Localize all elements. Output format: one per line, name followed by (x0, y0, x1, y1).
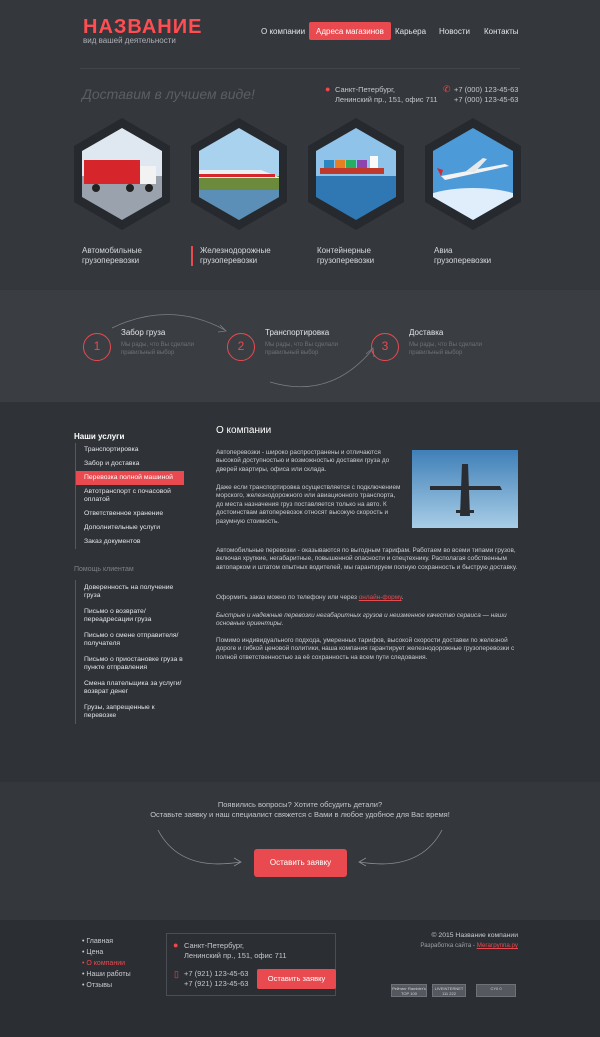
nav-item-career[interactable]: Карьера (395, 27, 427, 36)
sidebar-help-item-5[interactable]: Смена плательщика за услуги/возврат денег (84, 680, 182, 695)
sidebar-help-item-3[interactable]: Письмо о смене отправителя/получателя (84, 632, 179, 647)
service-label-rail-line2: грузоперевозки (200, 256, 258, 265)
footer-link-reviews-label: Отзывы (86, 982, 113, 989)
step-desc-2-line2: правильный выбор (265, 350, 319, 356)
step-circle-3: 3 (371, 333, 399, 361)
step-desc-1 (121, 341, 194, 357)
service-hex-train[interactable] (191, 118, 287, 230)
footer-address (184, 941, 287, 961)
nav-item-about[interactable]: О компании (261, 27, 306, 36)
service-label-auto[interactable] (82, 246, 142, 266)
cta-line2: Оставьте заявку и наш специалист свяжется с Вами в любое удобное для Вас время! (150, 810, 450, 819)
counter-liveinternet[interactable]: LIVEINTERNET 111 222 (432, 984, 466, 997)
footer-phone-2[interactable]: +7 (921) 123-45-63 (184, 979, 249, 988)
service-label-container-line1: Контейнерные (317, 246, 371, 255)
nav-item-contacts[interactable]: Контакты (484, 27, 519, 36)
footer-developer (408, 942, 518, 949)
step-desc-3 (409, 341, 482, 357)
paragraph-4 (216, 594, 518, 602)
sidebar-help-item-1[interactable]: Доверенность на получение груза (84, 584, 174, 599)
footer-phone-1[interactable]: +7 (921) 123-45-63 (184, 969, 249, 978)
service-hex-truck[interactable] (74, 118, 170, 230)
hero-address (335, 85, 438, 105)
footer-developer-text: Разработка сайта - (420, 942, 477, 949)
footer-location-icon: ● (173, 940, 179, 950)
hero-phones (454, 85, 518, 105)
sidebar-services-list (75, 443, 184, 549)
service-label-container[interactable] (317, 246, 374, 266)
footer-link-about[interactable]: • О компании (82, 960, 126, 967)
sidebar-item-docs[interactable]: Заказ документов (84, 538, 141, 545)
sidebar-item-hourly[interactable]: Автотранспорт с почасовой оплатой (84, 488, 171, 503)
service-label-air-line1: Авиа (434, 246, 453, 255)
footer-link-home[interactable]: • Главная (82, 938, 114, 945)
step-circle-1: 1 (83, 333, 111, 361)
nav-item-stores[interactable]: Адреса магазинов (309, 22, 391, 40)
cta-line1: Появились вопросы? Хотите обсудить детали? (217, 800, 383, 809)
sidebar-help-list (75, 580, 184, 724)
step-desc-1-line2: правильный выбор (121, 350, 175, 356)
truck-image (74, 118, 170, 230)
footer-request-button[interactable]: Оставить заявку (257, 969, 336, 989)
developer-link[interactable]: Мегагруппа.ру (476, 942, 518, 949)
hero-phone-1[interactable]: +7 (000) 123-45-63 (454, 85, 519, 94)
paragraph-3: Автомобильные перевозки - оказываются по выгодным тарифам. Работаем во всеми типами грузов, включая хрупкие, негабаритные, повышенной опасности и спецтехнику. Располагая собственным автопарком и штатом опытных водителей, мы гарантируем полную сохранность и быструю доставку. (216, 547, 518, 571)
footer-nav (82, 936, 131, 991)
counter-rambler[interactable]: Рейтинг Rambler's TOP 100 (392, 986, 426, 996)
hero-phone-2[interactable]: +7 (000) 123-45-63 (454, 95, 519, 104)
header-divider (80, 68, 520, 69)
footer-link-works-label: Наши работы (86, 971, 131, 978)
online-form-link[interactable]: онлайн-форму (358, 594, 402, 601)
sidebar-item-pickup[interactable]: Забор и доставка (84, 460, 140, 467)
tagline: Доставим в лучшем виде! (82, 86, 255, 102)
service-label-auto-line1: Автомобильные (82, 246, 142, 255)
train-image (191, 118, 287, 230)
logo-subtitle: вид вашей деятельности (83, 36, 176, 45)
cta-request-button[interactable]: Оставить заявку (254, 849, 347, 877)
step-desc-1-line1: Мы рады, что Вы сделали (121, 342, 194, 348)
sidebar-heading: Наши услуги (74, 432, 125, 441)
footer-address-line1: Санкт-Петербург, (184, 941, 244, 950)
service-label-rail-line1: Железнодорожные (200, 246, 271, 255)
footer-link-price[interactable]: • Цена (82, 949, 104, 956)
step-title-1: Забор груза (121, 328, 166, 337)
sidebar-heading-help: Помощь клиентам (74, 566, 134, 573)
service-hex-plane[interactable] (425, 118, 521, 230)
airplane-photo (412, 450, 518, 528)
logo-title[interactable]: НАЗВАНИЕ (83, 16, 203, 38)
footer-phone-icon: ▯ (174, 969, 179, 979)
paragraph-2: Даже если транспортировка осуществляется с подключением морского, железнодорожного или авиационного транспорта, до места назначения груз поставляется только на авто. К достоинствам автоперевозок относят высокую скорость и разумную стоимость. (216, 484, 401, 525)
footer-link-about-label: О компании (86, 960, 126, 967)
nav-item-news[interactable]: Новости (439, 27, 470, 36)
service-hex-ship[interactable] (308, 118, 404, 230)
paragraph-4-suffix: . (401, 594, 404, 601)
step-title-3: Доставка (409, 328, 444, 337)
step-desc-3-line2: правильный выбор (409, 350, 463, 356)
service-label-air[interactable] (434, 246, 491, 266)
step-desc-2-line1: Мы рады, что Вы сделали (265, 342, 338, 348)
phone-icon: ✆ (443, 84, 451, 94)
ship-image (308, 118, 404, 230)
footer-phones (184, 969, 248, 989)
service-label-auto-line2: грузоперевозки (82, 256, 140, 265)
sidebar-item-extra[interactable]: Дополнительные услуги (84, 524, 161, 531)
sidebar-item-storage[interactable]: Ответственное хранение (84, 510, 164, 517)
hero-address-line1: Санкт-Петербург, (335, 85, 395, 94)
step-desc-3-line1: Мы рады, что Вы сделали (409, 342, 482, 348)
paragraph-6: Помимо индивидуального подхода, умеренных тарифов, высокой скорости доставки по железной дороге и гибкой ценовой политики, наша компания гарантирует железнодорожные грузоперевозки с полной ответственностью за её сохранность на всем пути следования. (216, 637, 515, 661)
sidebar-help-item-6[interactable]: Грузы, запрещенные к перевозке (84, 704, 155, 719)
sidebar-item-transport[interactable]: Транспортировка (84, 446, 139, 453)
sidebar-item-full-truck[interactable]: Перевозка полной машиной (76, 471, 184, 485)
cta-text (0, 800, 600, 820)
service-label-rail[interactable] (191, 246, 271, 266)
step-circle-2: 2 (227, 333, 255, 361)
service-label-air-line2: грузоперевозки (434, 256, 492, 265)
sidebar-help-item-4[interactable]: Письмо о приостановке груза в пункте отправления (84, 656, 183, 671)
sidebar-help-item-2[interactable]: Письмо о возврате/переадресации груза (84, 608, 152, 623)
step-title-2: Транспортировка (265, 328, 330, 337)
footer-link-price-label: Цена (86, 949, 104, 956)
footer-link-home-label: Главная (86, 938, 114, 945)
location-pin-icon: ● (325, 84, 331, 94)
paragraph-5 (216, 612, 518, 629)
step-desc-2 (265, 341, 338, 357)
footer-address-line2: Ленинский пр., 151, офис 711 (184, 951, 287, 960)
counter-cy[interactable]: CY0 0 (476, 984, 516, 997)
hero-address-line2: Ленинский пр., 151, офис 711 (335, 95, 438, 104)
footer-link-works[interactable]: • Наши работы (82, 971, 131, 978)
service-label-container-line2: грузоперевозки (317, 256, 375, 265)
footer-copyright: © 2015 Название компании (431, 932, 518, 939)
paragraph-4-text: Оформить заказ можно по телефону или через (216, 594, 359, 601)
paragraph-1: Автоперевозки - широко распространены и отличаются высокой доступностью и возможностью доставки груза до дверей квартиры, офиса или склада. (216, 449, 390, 473)
main-title: О компании (216, 425, 272, 436)
airplane-image (425, 118, 521, 230)
footer-link-reviews[interactable]: • Отзывы (82, 982, 113, 989)
paragraph-5-text: Быстрые и надежные перевозки негабаритных грузов и неизменное качество сервиса — наши основные ориентиры. (216, 612, 507, 628)
